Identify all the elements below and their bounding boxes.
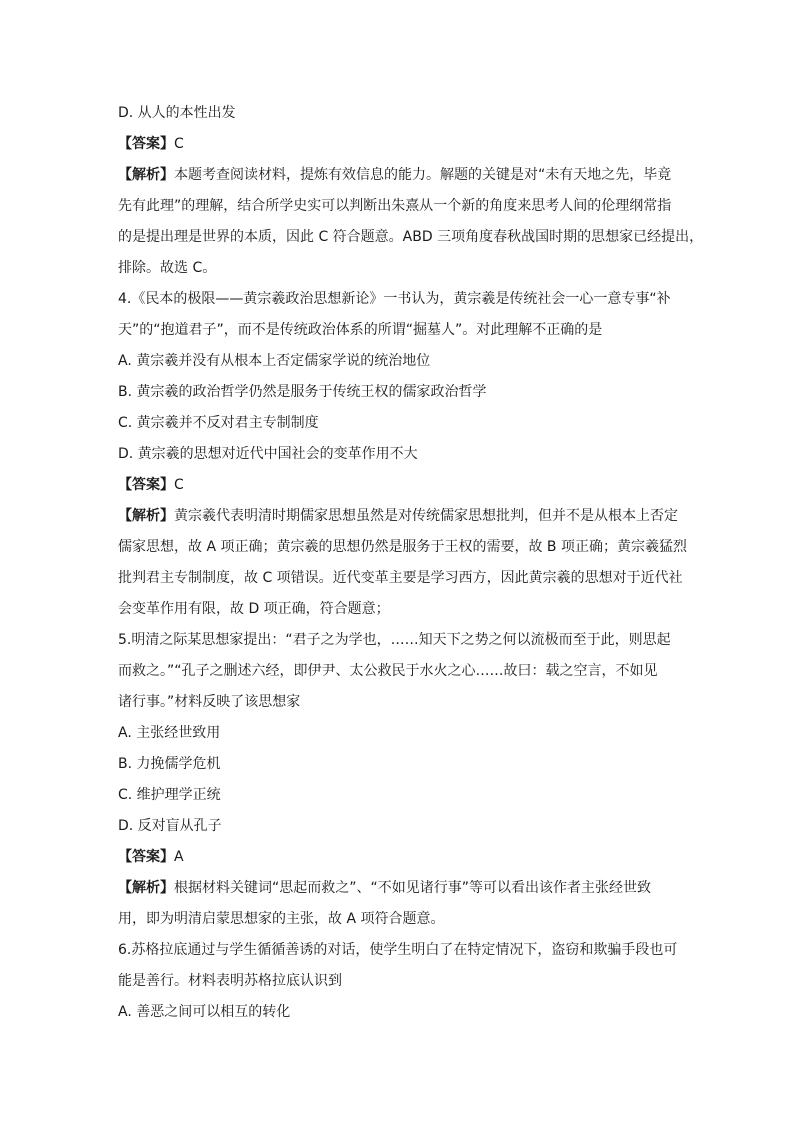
q5-option-d: D. 反对盲从孔子	[118, 818, 222, 834]
q5-stem-line-2: 而救之。”“孔子之删述六经，即伊尹、太公救民于水火之心……故曰：载之空言，不如见	[118, 663, 658, 679]
q5-analysis-line-1	[118, 873, 680, 904]
q4-answer	[118, 470, 680, 501]
analysis-text: 本题考查阅读材料，提炼有效信息的能力。解题的关键是对“未有天地之先，毕竟	[174, 167, 672, 183]
analysis-tag: 【解析】	[118, 508, 174, 524]
q3-analysis-line-2: 先有此理”的理解，结合所学史实可以判断出朱熹从一个新的角度来思考人间的伦理纲常指	[118, 198, 672, 214]
q5-option-c: C. 维护理学正统	[118, 787, 221, 803]
q4-analysis-line-2: 儒家思想，故 A 项正确；黄宗羲的思想仍然是服务于王权的需要，故 B 项正确；黄宗羲猛烈	[118, 539, 687, 555]
q3-analysis-line-1	[118, 160, 680, 191]
q5-option-a: A. 主张经世致用	[118, 725, 221, 741]
analysis-tag: 【解析】	[118, 167, 174, 183]
page-content	[118, 98, 704, 1028]
q3-option-d: D. 从人的本性出发	[118, 105, 236, 121]
answer-tag: 【答案】	[118, 477, 174, 493]
answer-value: C	[174, 477, 184, 493]
analysis-tag: 【解析】	[118, 880, 174, 896]
q3-answer	[118, 129, 680, 160]
q6-option-a: A. 善恶之间可以相互的转化	[118, 1004, 291, 1020]
answer-value: A	[174, 849, 184, 865]
q6-stem-line-2: 能是善行。材料表明苏格拉底认识到	[118, 973, 342, 989]
q3-analysis-line-4: 排除。故选 C。	[118, 260, 217, 276]
q3-analysis-line-3: 的是提出理是世界的本质，因此 C 符合题意。ABD 三项角度春秋战国时期的思想家已经提出，	[118, 229, 704, 245]
q4-analysis-line-4: 会变革作用有限，故 D 项正确，符合题意；	[118, 601, 390, 617]
q4-stem-line-1: 4.《民本的极限——黄宗羲政治思想新论》一书认为，黄宗羲是传统社会一心一意专事“补	[118, 291, 671, 307]
q4-option-b: B. 黄宗羲的政治哲学仍然是服务于传统王权的儒家政治哲学	[118, 384, 487, 400]
analysis-text: 黄宗羲代表明清时期儒家思想虽然是对传统儒家思想批判，但并不是从根本上否定	[174, 508, 678, 524]
answer-tag: 【答案】	[118, 136, 174, 152]
q4-analysis-line-3: 批判君主专制制度，故 C 项错误。近代变革主要是学习西方，因此黄宗羲的思想对于近代社	[118, 570, 683, 586]
q4-option-c: C. 黄宗羲并不反对君主专制制度	[118, 415, 319, 431]
answer-value: C	[174, 136, 184, 152]
answer-tag: 【答案】	[118, 849, 174, 865]
q4-analysis-line-1	[118, 501, 680, 532]
q4-option-d: D. 黄宗羲的思想对近代中国社会的变革作用不大	[118, 446, 418, 462]
q6-stem-line-1: 6.苏格拉底通过与学生循循善诱的对话，使学生明白了在特定情况下，盗窃和欺骗手段也可	[118, 942, 678, 958]
q5-analysis-line-2: 用，即为明清启蒙思想家的主张，故 A 项符合题意。	[118, 911, 445, 927]
q5-option-b: B. 力挽儒学危机	[118, 756, 221, 772]
q4-stem-line-2: 天”的“抱道君子”，而不是传统政治体系的所谓“掘墓人”。对此理解不正确的是	[118, 322, 603, 338]
q5-stem-line-1: 5.明清之际某思想家提出：“君子之为学也，……知天下之势之何以流极而至于此，则思起	[118, 632, 671, 648]
q5-answer	[118, 842, 680, 873]
q4-option-a: A. 黄宗羲并没有从根本上否定儒家学说的统治地位	[118, 353, 431, 369]
q5-stem-line-3: 诸行事。”材料反映了该思想家	[118, 694, 301, 710]
analysis-text: 根据材料关键词“思起而救之”、“不如见诸行事”等可以看出该作者主张经世致	[174, 880, 652, 896]
